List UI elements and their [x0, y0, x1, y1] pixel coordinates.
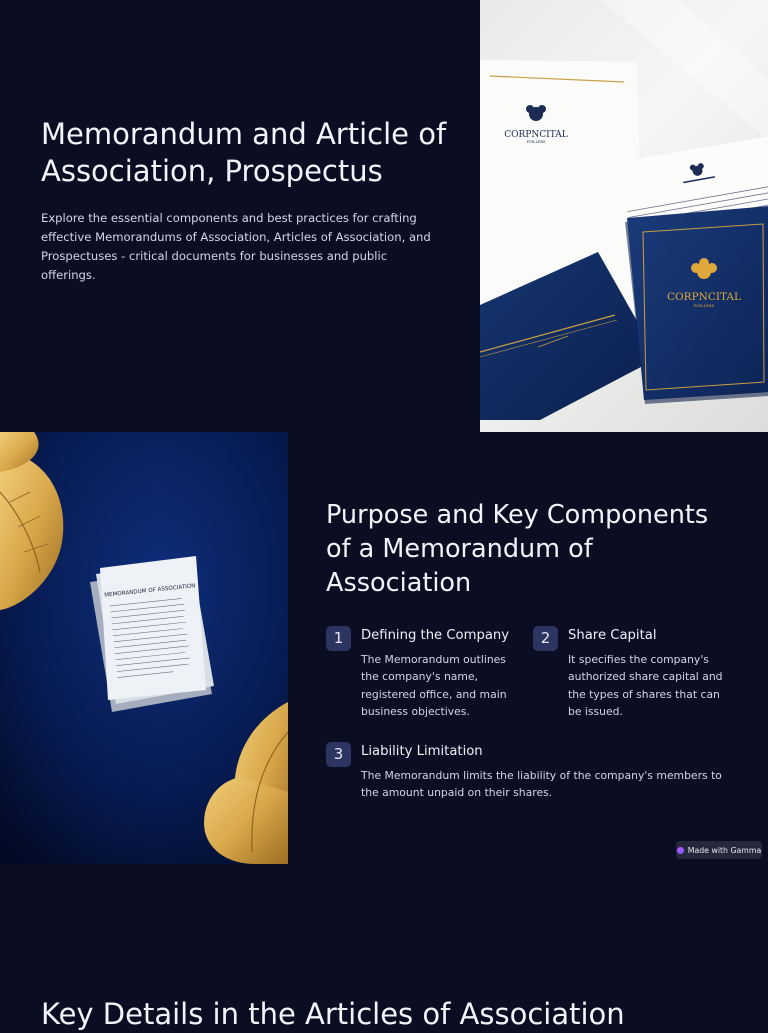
- item-number: 2: [533, 626, 558, 651]
- svg-text:POILLERS: POILLERS: [693, 303, 715, 308]
- item-title: Liability Limitation: [361, 744, 483, 759]
- slide-intro: [0, 0, 768, 432]
- slide-title: Purpose and Key Components of a Memorandum of Association: [326, 500, 709, 598]
- item-description: The Memorandum limits the liability of the company's members to the amount unpaid on their shares.: [361, 769, 722, 800]
- item-number: 3: [326, 742, 351, 767]
- brand-subtext: POILLERS: [526, 140, 546, 144]
- brand-text: CORPNCITAL: [504, 130, 568, 140]
- slide-description: Explore the essential components and best practices for crafting effective Memorandums of Association, Articles of Association, and Prospectuses - critical documents for businesses and public offerings.: [41, 211, 431, 282]
- badge-label: Made with Gamma: [687, 845, 762, 855]
- svg-text:CORPNCITAL: CORPNCITAL: [667, 291, 741, 303]
- slide-title: Memorandum and Article of Association, Prospectus: [41, 117, 447, 188]
- item-description: The Memorandum outlines the company's name, registered office, and main business objectives.: [361, 653, 507, 718]
- item-description: It specifies the company's authorized share capital and the types of shares that can be issued.: [568, 653, 723, 718]
- item-title: Share Capital: [568, 628, 657, 643]
- document-photo: [0, 432, 288, 864]
- slide-title-articles: Key Details in the Articles of Association: [41, 997, 625, 1031]
- document-stack: [90, 556, 214, 712]
- gamma-logo-icon: [677, 847, 684, 854]
- slide-memorandum: [0, 432, 768, 864]
- item-title: Defining the Company: [361, 628, 510, 643]
- navy-folder-right: [625, 206, 768, 404]
- document-heading: MEMORANDUM OF ASSOCIATION: [104, 583, 196, 599]
- stationery-photo: [480, 0, 768, 432]
- item-number: 1: [326, 626, 351, 651]
- made-with-gamma-badge[interactable]: [676, 841, 762, 859]
